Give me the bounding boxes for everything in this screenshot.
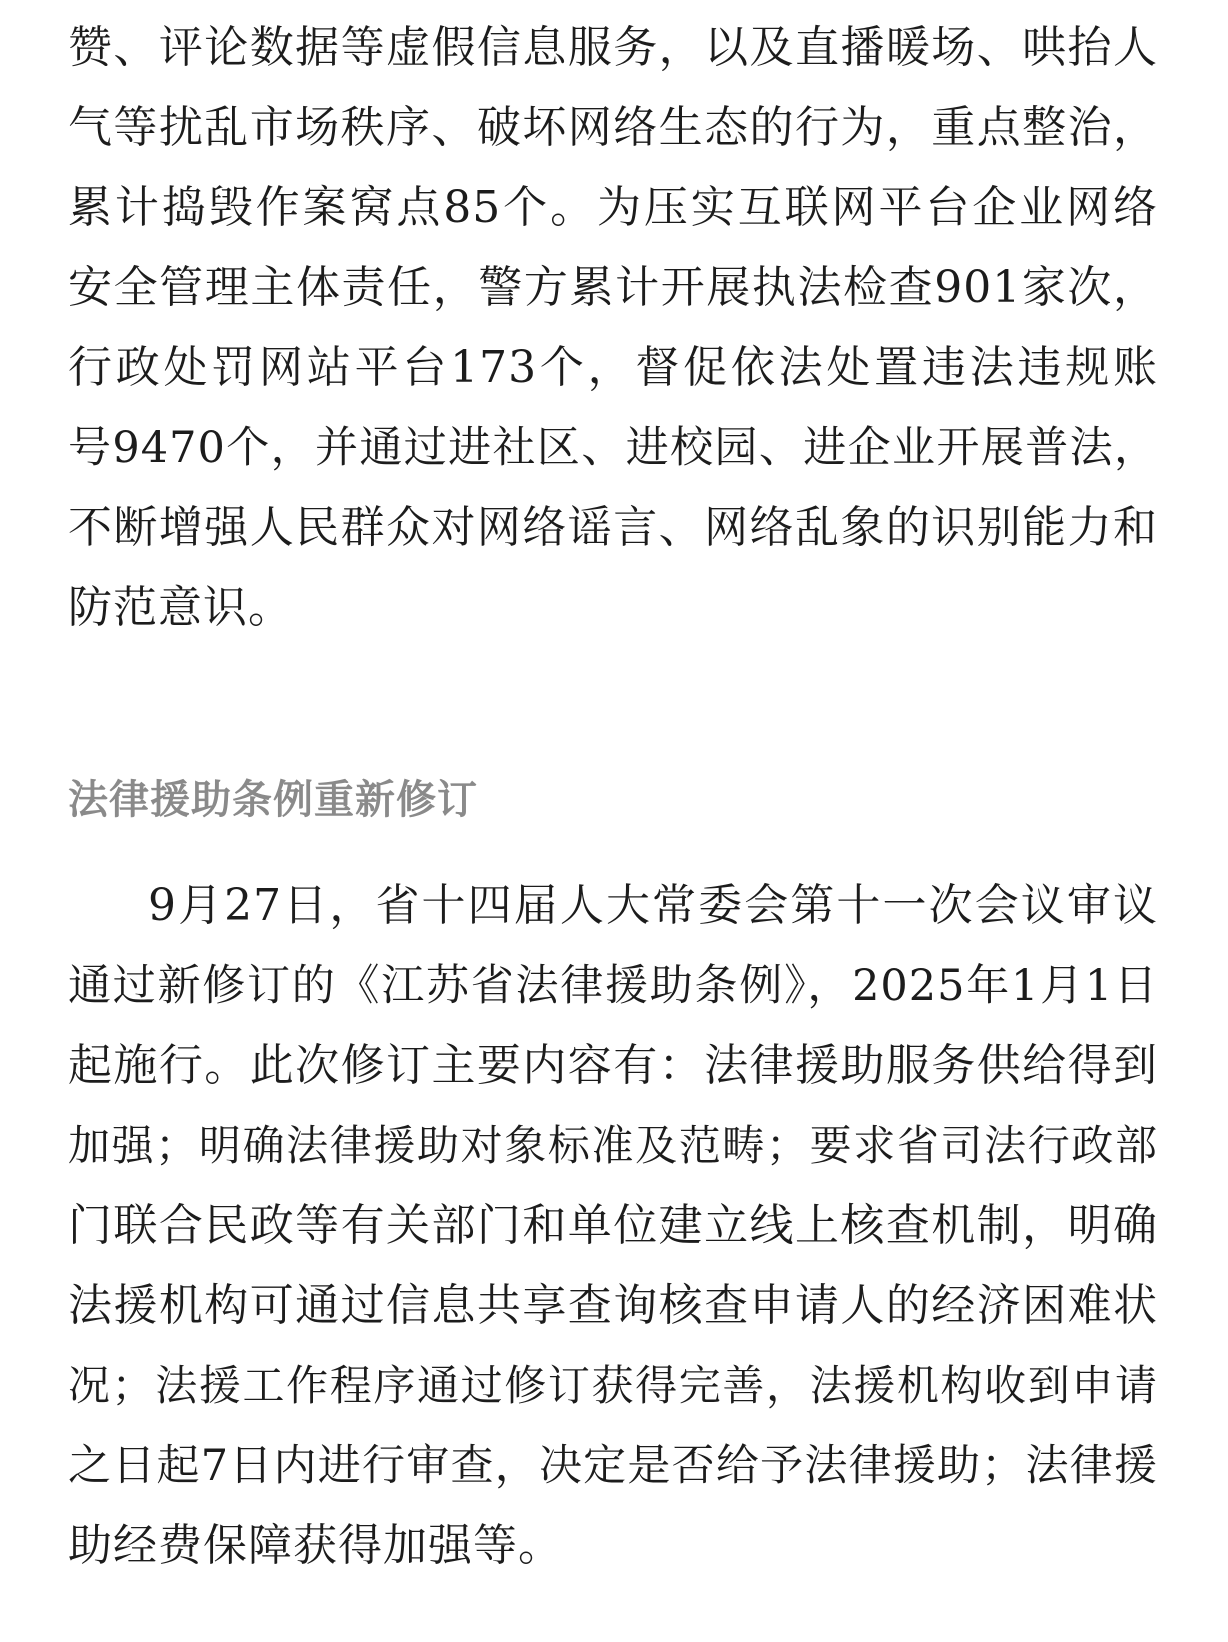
paragraph-line: 之日起7日内进行审查，决定是否给予法律援助；法律援 xyxy=(68,1441,1158,1491)
paragraph-2 xyxy=(68,866,1158,1586)
paragraph-1 xyxy=(68,8,1158,648)
paragraph-line: 不断增强人民群众对网络谣言、网络乱象的识别能力和 xyxy=(68,502,1158,553)
paragraph-line: 赞、评论数据等虚假信息服务，以及直播暖场、哄抬人 xyxy=(68,22,1158,73)
paragraph-line: 况；法援工作程序通过修订获得完善，法援机构收到申请 xyxy=(68,1361,1158,1410)
paragraph-line: 通过新修订的《江苏省法律援助条例》，2025年1月1日 xyxy=(68,961,1158,1011)
paragraph-line: 行政处罚网站平台173个，督促依法处置违法违规账 xyxy=(68,342,1158,393)
paragraph-line: 门联合民政等有关部门和单位建立线上核查机制，明确 xyxy=(68,1200,1158,1251)
paragraph-line: 累计捣毁作案窝点85个。为压实互联网平台企业网络 xyxy=(68,182,1158,233)
paragraph-line: 加强；明确法律援助对象标准及范畴；要求省司法行政部 xyxy=(68,1121,1158,1170)
paragraph-line: 9月27日，省十四届人大常委会第十一次会议审议 xyxy=(148,880,1158,931)
paragraph-line: 法援机构可通过信息共享查询核查申请人的经济困难状 xyxy=(68,1280,1158,1331)
paragraph-line: 安全管理主体责任，警方累计开展执法检查901家次， xyxy=(68,262,1158,313)
paragraph-line: 助经费保障获得加强等。 xyxy=(68,1520,563,1571)
document-page xyxy=(68,0,1158,1586)
paragraph-line: 防范意识。 xyxy=(68,582,293,633)
paragraph-line: 起施行。此次修订主要内容有：法律援助服务供给得到 xyxy=(68,1040,1158,1091)
section-heading: 法律援助条例重新修订 xyxy=(68,777,478,823)
paragraph-line: 气等扰乱市场秩序、破坏网络生态的行为，重点整治， xyxy=(68,102,1158,153)
paragraph-line: 号9470个，并通过进社区、进校园、进企业开展普法， xyxy=(68,423,1158,473)
